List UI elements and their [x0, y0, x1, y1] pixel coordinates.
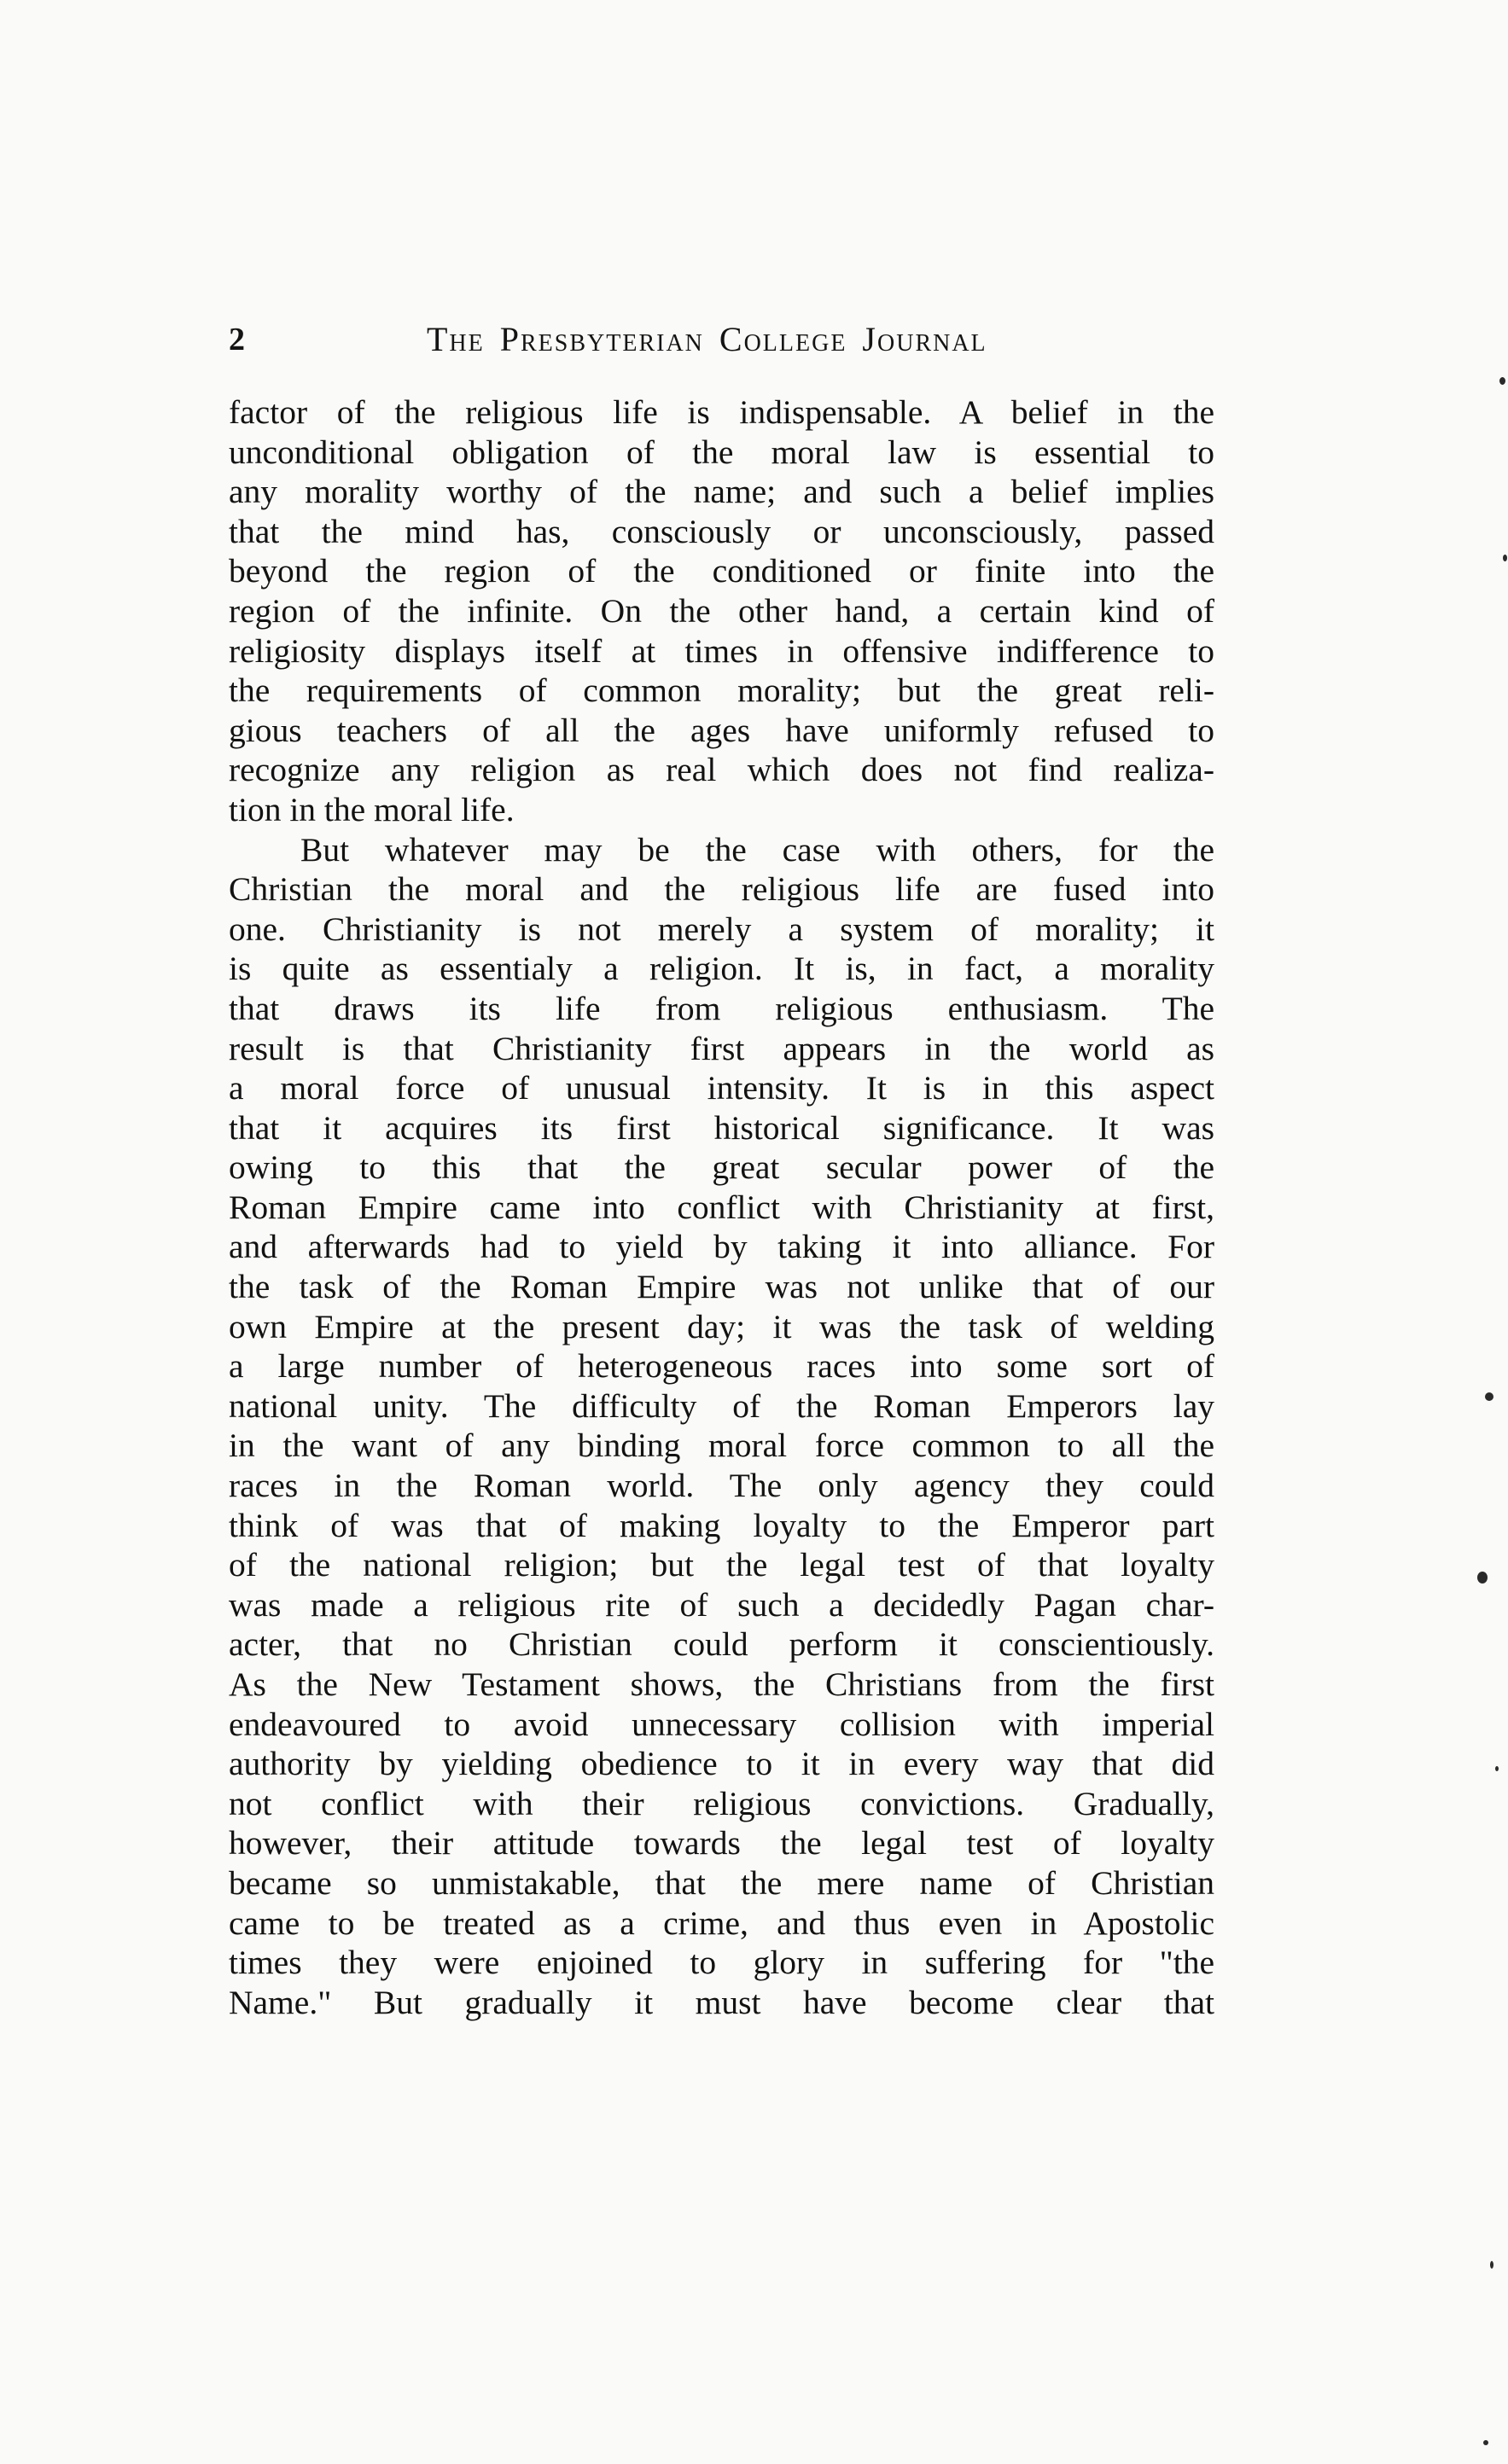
text-line: that it acquires its first historical significance. It was: [229, 1108, 1214, 1147]
text-line: unconditional obligation of the moral law is essential to: [229, 433, 1214, 471]
text-line: not conflict with their religious convictions. Gradually,: [229, 1784, 1214, 1822]
text-line: region of the infinite. On the other hand, a certain kind of: [229, 591, 1214, 630]
text-line: Roman Empire came into conflict with Christianity at first,: [229, 1188, 1214, 1226]
text-line: that draws its life from religious enthusiasm. The: [229, 989, 1214, 1027]
text-line: acter, that no Christian could perform it conscientiously.: [229, 1625, 1214, 1664]
scan-speck: [1490, 2261, 1493, 2269]
text-line: owing to this that the great secular power of the: [229, 1148, 1214, 1187]
text-line: tion in the moral life.: [229, 790, 515, 828]
text-line: recognize any religion as real which does not find realiza-: [229, 751, 1214, 789]
body-text: [229, 392, 1219, 2022]
text-line: the requirements of common morality; but the great reli-: [229, 671, 1214, 710]
text-line: came to be treated as a crime, and thus even in Apostolic: [229, 1903, 1214, 1942]
scan-speck: [1503, 555, 1507, 561]
text-line: any morality worthy of the name; and such a belief implies: [229, 473, 1214, 511]
text-line: became so unmistakable, that the mere name of Christian: [229, 1863, 1214, 1902]
text-line: factor of the religious life is indispensable. A belief in the: [229, 393, 1214, 431]
text-line: that the mind has, consciously or unconsciously, passed: [229, 512, 1214, 550]
text-line: of the national religion; but the legal test of that loyalty: [229, 1546, 1214, 1584]
text-line: the task of the Roman Empire was not unlike that of our: [229, 1268, 1214, 1306]
text-line: however, their attitude towards the legal test of loyalty: [229, 1824, 1214, 1863]
text-line: result is that Christianity first appears in the world as: [229, 1029, 1214, 1067]
scan-speck: [1499, 377, 1505, 385]
text-line: races in the Roman world. The only agency they could: [229, 1467, 1214, 1505]
text-line: in the want of any binding moral force common to all the: [229, 1427, 1214, 1465]
text-line: Name." But gradually it must have become clear that: [229, 1983, 1214, 2021]
scan-speck: [1485, 1392, 1493, 1401]
text-line: is quite as essentialy a religion. It is, in fact, a morality: [229, 950, 1214, 988]
text-line: beyond the region of the conditioned or finite into the: [229, 552, 1214, 590]
text-line: As the New Testament shows, the Christians from the first: [229, 1665, 1214, 1703]
text-line: religiosity displays itself at times in offensive indifference to: [229, 631, 1214, 670]
text-line: one. Christianity is not merely a system of morality; it: [229, 909, 1214, 948]
scan-speck: [1483, 2440, 1488, 2445]
running-title: The Presbyterian College Journal: [427, 320, 987, 358]
text-line: national unity. The difficulty of the Roman Emperors lay: [229, 1386, 1214, 1425]
text-line: Christian the moral and the religious life are fused into: [229, 870, 1214, 909]
text-line: a large number of heterogeneous races into some sort of: [229, 1347, 1214, 1386]
text-line: gious teachers of all the ages have uniformly refused to: [229, 711, 1214, 749]
scan-speck: [1477, 1572, 1488, 1584]
page-header: [229, 314, 1091, 365]
text-line: and afterwards had to yield by taking it into alliance. For: [229, 1228, 1214, 1266]
text-line: times they were enjoined to glory in suffering for "the: [229, 1944, 1214, 1982]
text-line: authority by yielding obedience to it in every way that did: [229, 1745, 1214, 1783]
page-number: 2: [229, 322, 245, 357]
text-line: a moral force of unusual intensity. It is in this aspect: [229, 1069, 1214, 1107]
text-line: think of was that of making loyalty to the Emperor part: [229, 1506, 1214, 1544]
text-line: endeavoured to avoid unnecessary collision with imperial: [229, 1705, 1214, 1743]
text-line: was made a religious rite of such a decidedly Pagan char-: [229, 1585, 1214, 1624]
text-line: own Empire at the present day; it was the task of welding: [229, 1307, 1214, 1345]
paragraph-first-line: But whatever may be the case with others, for the: [300, 830, 1214, 869]
scan-speck: [1495, 1766, 1499, 1771]
